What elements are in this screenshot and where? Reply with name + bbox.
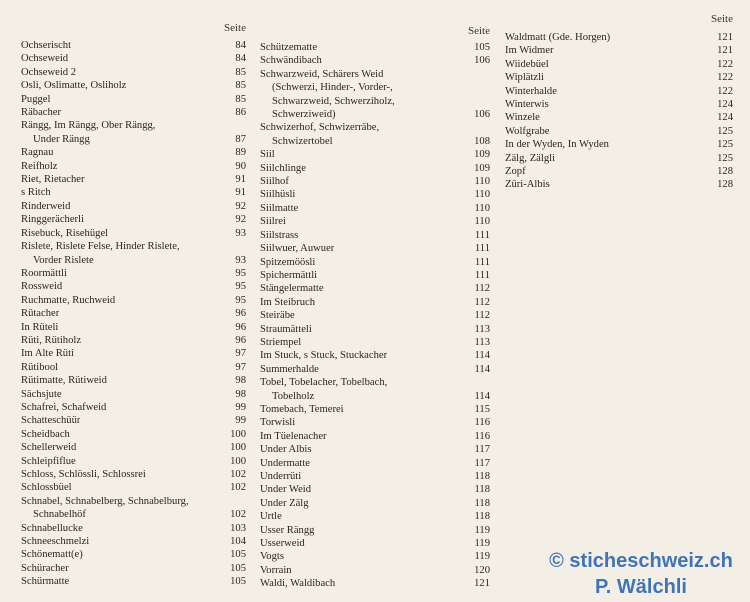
entry-name: Rütibool: [21, 361, 59, 373]
entry-name: Straumätteli: [260, 323, 312, 335]
index-entry: [21, 334, 246, 347]
entry-name: Underrüti: [260, 471, 302, 482]
entry-page-number: 116: [474, 430, 490, 442]
entry-page-number: 118: [474, 471, 490, 482]
entry-name: Winterhalde: [505, 85, 557, 97]
index-entry: [260, 269, 490, 282]
index-entry: [260, 497, 490, 510]
entry-page-number: 112: [474, 296, 490, 308]
index-entry: [260, 390, 490, 403]
entry-name: Tobel, Tobelacher, Tobelbach,: [260, 377, 388, 389]
index-entry: [260, 81, 490, 94]
index-entry: [505, 165, 733, 178]
entry-name: Winzele: [505, 112, 540, 124]
entry-page-number: 105: [230, 549, 246, 561]
index-entry: [21, 522, 246, 535]
index-entry: [260, 403, 490, 416]
entry-name: Siilstrass: [260, 229, 299, 241]
index-entry: [260, 323, 490, 336]
entry-name: Rängg, Im Rängg, Ober Rängg,: [21, 120, 156, 132]
index-entry: [21, 495, 246, 508]
index-entry: [21, 307, 246, 320]
entry-page-number: 109: [474, 162, 490, 174]
index-entry: [260, 282, 490, 295]
entry-page-number: 121: [717, 45, 733, 57]
entry-page-number: 92: [235, 200, 246, 212]
index-entry: [260, 457, 490, 470]
index-entry: [260, 54, 490, 67]
entry-name: Spitzemöösli: [260, 256, 316, 268]
entry-name: Waldmatt (Gde. Horgen): [505, 32, 611, 43]
entry-page-number: 110: [474, 202, 490, 214]
entry-page-number: 104: [230, 536, 246, 548]
entry-page-number: 85: [235, 80, 246, 92]
entry-page-number: 92: [235, 214, 246, 226]
entry-page-number: 105: [230, 562, 246, 574]
entry-name: Rislete, Rislete Felse, Hinder Rislete,: [21, 241, 180, 253]
entry-page-number: 89: [235, 147, 246, 159]
entry-name: Zälg, Zälgli: [505, 152, 556, 164]
entry-page-number: 110: [474, 216, 490, 228]
entry-page-number: 98: [235, 388, 246, 400]
entry-name: Schürmatte: [21, 576, 70, 588]
entry-name: Siil: [260, 149, 275, 161]
entry-name: Spichermättli: [260, 269, 318, 281]
entry-page-number: 102: [230, 469, 246, 480]
entry-name: Rinderweid: [21, 200, 71, 212]
entry-name: Under Rängg: [33, 133, 90, 145]
index-entry: [505, 98, 733, 111]
index-entry: [21, 254, 246, 267]
entry-name: Im Steibruch: [260, 296, 316, 308]
index-entry: [260, 349, 490, 362]
entry-name: Siilmatte: [260, 202, 299, 214]
index-entry: [260, 443, 490, 456]
index-entry: [21, 200, 246, 213]
entry-name: Im Stuck, s Stuck, Stuckacher: [260, 350, 388, 362]
index-entries: [21, 39, 246, 589]
index-entry: [260, 309, 490, 322]
index-entry: [21, 468, 246, 481]
index-entries: [505, 31, 733, 192]
index-entry: [21, 575, 246, 588]
index-entry: [505, 44, 733, 57]
index-entry: [21, 267, 246, 280]
index-entry: [21, 294, 246, 307]
entry-name: Räbacher: [21, 107, 61, 119]
entry-page-number: 122: [717, 85, 733, 97]
entry-page-number: 109: [474, 149, 490, 161]
index-entry: [260, 537, 490, 550]
entry-page-number: 122: [717, 58, 733, 70]
entry-name: Ruchmatte, Ruchweid: [21, 294, 116, 306]
entry-name: Rütimatte, Rütiweid: [21, 375, 107, 387]
entry-page-number: 112: [474, 310, 490, 322]
entry-page-number: 125: [717, 152, 733, 164]
entry-page-number: 111: [474, 269, 490, 281]
index-entry: [21, 146, 246, 159]
index-entry: [21, 213, 246, 226]
entry-page-number: 100: [230, 442, 246, 454]
index-entry: [21, 173, 246, 186]
entry-name: Im Alte Rüti: [21, 348, 74, 360]
copyright-watermark: [536, 548, 746, 600]
index-entry: [505, 178, 733, 191]
entry-name: Roormättli: [21, 267, 67, 279]
entry-name: Puggel: [21, 93, 51, 105]
entry-name: Rüti, Rütiholz: [21, 334, 82, 346]
entry-page-number: 85: [235, 93, 246, 105]
index-entry: [260, 68, 490, 81]
entry-page-number: 125: [717, 139, 733, 151]
entry-page-number: 117: [474, 444, 490, 456]
index-entry: [260, 188, 490, 201]
entry-page-number: 100: [230, 455, 246, 467]
entry-name: Vogts: [260, 551, 284, 563]
entry-page-number: 97: [235, 348, 246, 360]
index-entry: [260, 470, 490, 483]
index-entry: [260, 41, 490, 54]
entry-name: Siilwuer, Auwuer: [260, 243, 335, 255]
index-entry: [505, 58, 733, 71]
column-header-seite: Seite: [711, 13, 733, 25]
entry-name: Ochseweid 2: [21, 66, 77, 78]
entry-page-number: 97: [235, 361, 246, 373]
index-entry: [260, 416, 490, 429]
index-entry: [21, 347, 246, 360]
index-entry: [21, 388, 246, 401]
index-entry: [260, 376, 490, 389]
entry-page-number: 111: [474, 243, 490, 255]
entry-name: Siilhüsli: [260, 189, 296, 201]
index-entry: [21, 414, 246, 427]
entry-page-number: 117: [474, 457, 490, 469]
entry-name: In Rüteli: [21, 321, 59, 333]
entry-name: Torwisli: [260, 417, 296, 429]
entry-name: Striempel: [260, 336, 302, 348]
entry-name: In der Wyden, In Wyden: [505, 139, 609, 151]
entry-page-number: 106: [474, 55, 490, 67]
index-entry: [21, 79, 246, 92]
entry-page-number: 111: [474, 229, 490, 241]
entry-page-number: 119: [474, 551, 490, 563]
entry-name: Reifholz: [21, 160, 58, 172]
column-header-seite: Seite: [224, 22, 246, 34]
index-entry: [505, 152, 733, 165]
entry-page-number: 99: [235, 401, 246, 413]
entry-page-number: 91: [235, 187, 246, 199]
entry-page-number: 113: [474, 323, 490, 335]
entry-page-number: 124: [717, 99, 733, 111]
entry-page-number: 118: [474, 497, 490, 509]
entry-page-number: 85: [235, 66, 246, 78]
entry-name: Schwarzweid, Schärers Weid: [260, 68, 384, 80]
entry-name: Tomebach, Temerei: [260, 403, 344, 415]
entry-page-number: 99: [235, 415, 246, 427]
entry-name: Züri-Albis: [505, 179, 550, 191]
entry-page-number: 128: [717, 166, 733, 178]
index-entry: [21, 119, 246, 132]
entry-name: Vorder Rislete: [33, 254, 94, 266]
entry-name: Schüracher: [21, 562, 69, 574]
index-entry: [21, 186, 246, 199]
entry-name: Schwerziweid): [272, 109, 336, 121]
entry-page-number: 120: [474, 564, 490, 576]
entry-name: Risebuck, Risehügel: [21, 227, 109, 239]
index-entry: [21, 240, 246, 253]
entry-name: Steiräbe: [260, 310, 295, 322]
entry-page-number: 90: [235, 160, 246, 172]
index-entry: [21, 455, 246, 468]
index-entry: [21, 481, 246, 494]
entry-page-number: 108: [474, 135, 490, 147]
index-entry: [505, 71, 733, 84]
index-entry: [260, 483, 490, 496]
entry-name: (Schwerzi, Hinder-, Vorder-,: [272, 82, 393, 94]
entry-name: Schönematt(e): [21, 549, 83, 561]
index-entry: [21, 52, 246, 65]
entry-page-number: 96: [235, 308, 246, 320]
index-entry: [21, 441, 246, 454]
index-entry: [260, 510, 490, 523]
entry-page-number: 102: [230, 482, 246, 494]
entry-name: Zopf: [505, 166, 526, 178]
entry-page-number: 125: [717, 125, 733, 137]
index-entry: [260, 577, 490, 590]
index-entry: [505, 85, 733, 98]
entry-page-number: 121: [717, 32, 733, 43]
entry-page-number: 110: [474, 189, 490, 201]
index-entry: [260, 336, 490, 349]
entry-name: Schneeschmelzi: [21, 536, 90, 548]
entry-name: Schwändibach: [260, 55, 322, 67]
entry-name: Schwarzweid, Schwerziholz,: [272, 95, 395, 107]
index-entry: [260, 162, 490, 175]
entry-name: Under Albis: [260, 444, 312, 456]
entry-name: Schloss, Schlössli, Schlossrei: [21, 469, 146, 480]
entry-name: Siilhof: [260, 176, 289, 188]
entry-page-number: 96: [235, 321, 246, 333]
entry-page-number: 115: [474, 403, 490, 415]
entry-page-number: 95: [235, 294, 246, 306]
entry-page-number: 118: [474, 484, 490, 496]
entry-page-number: 95: [235, 267, 246, 279]
column-header-seite: Seite: [468, 25, 490, 37]
entry-name: Schnabelhöf: [33, 509, 86, 521]
entry-page-number: 124: [717, 112, 733, 124]
index-entry: [260, 550, 490, 563]
entry-name: Under Weid: [260, 484, 312, 496]
entry-name: Schlossbüel: [21, 482, 72, 494]
entry-name: Ragnau: [21, 147, 54, 159]
entry-name: Riet, Rietacher: [21, 174, 85, 186]
index-entry: [260, 242, 490, 255]
entry-page-number: 98: [235, 375, 246, 387]
index-entry: [260, 296, 490, 309]
index-entry: [260, 430, 490, 443]
index-entry: [21, 133, 246, 146]
entry-page-number: 106: [474, 109, 490, 121]
entry-page-number: 111: [474, 256, 490, 268]
entry-name: Urtle: [260, 511, 282, 523]
index-entry: [21, 321, 246, 334]
index-entry: [21, 227, 246, 240]
index-entry: [21, 66, 246, 79]
entry-name: Vorrain: [260, 564, 292, 576]
index-entry: [260, 95, 490, 108]
entry-name: Ringgerächerli: [21, 214, 84, 226]
entry-name: Schwizerhof, Schwizerräbe,: [260, 122, 380, 134]
index-entry: [260, 175, 490, 188]
entry-name: Usser Rängg: [260, 524, 315, 536]
entry-name: Stängelermatte: [260, 283, 324, 295]
entry-page-number: 102: [230, 509, 246, 521]
index-entry: [21, 535, 246, 548]
entry-page-number: 91: [235, 174, 246, 186]
index-entry: [260, 202, 490, 215]
entry-page-number: 84: [235, 53, 246, 65]
entry-page-number: 121: [474, 578, 490, 590]
entry-page-number: 86: [235, 107, 246, 119]
index-entry: [260, 148, 490, 161]
entry-name: Wiidebüel: [505, 58, 549, 70]
entry-name: Siilrei: [260, 216, 286, 228]
entry-name: Sächsjute: [21, 388, 62, 400]
entry-name: Siilchlinge: [260, 162, 306, 174]
entry-page-number: 103: [230, 522, 246, 534]
entry-page-number: 93: [235, 254, 246, 266]
index-entry: [505, 138, 733, 151]
index-entry: [260, 108, 490, 121]
index-entry: [505, 111, 733, 124]
entry-page-number: 119: [474, 524, 490, 536]
entry-name: Osli, Oslimatte, Osliholz: [21, 80, 127, 92]
index-entry: [21, 401, 246, 414]
entry-name: s Ritch: [21, 187, 51, 199]
index-entry: [21, 39, 246, 52]
entry-name: Schnabel, Schnabelberg, Schnabelburg,: [21, 495, 189, 507]
entry-page-number: 84: [235, 40, 246, 51]
index-entry: [21, 374, 246, 387]
entry-name: Ochserischt: [21, 40, 72, 51]
entry-page-number: 128: [717, 179, 733, 191]
watermark-line-2: P. Wälchli: [595, 576, 687, 598]
entry-name: Usserweid: [260, 538, 305, 550]
entry-name: Scheidbach: [21, 428, 70, 440]
entry-name: Rütacher: [21, 308, 60, 320]
index-entry: [21, 361, 246, 374]
index-entry: [21, 280, 246, 293]
index-entry: [21, 508, 246, 521]
index-entries: [260, 41, 490, 591]
index-entry: [260, 121, 490, 134]
index-entry: [21, 548, 246, 561]
entry-name: Winterwis: [505, 99, 549, 111]
index-entry: [260, 256, 490, 269]
entry-name: Tobelholz: [272, 390, 315, 402]
entry-name: Schatteschüür: [21, 415, 81, 427]
watermark-line-1: © sticheschweiz.ch: [549, 550, 733, 572]
entry-name: Wolfgrabe: [505, 125, 550, 137]
index-entry: [21, 93, 246, 106]
entry-name: Schleipfiflue: [21, 455, 76, 467]
entry-page-number: 114: [474, 363, 490, 375]
entry-page-number: 119: [474, 538, 490, 550]
entry-name: Schwizertobel: [272, 135, 333, 147]
entry-page-number: 118: [474, 511, 490, 523]
entry-page-number: 113: [474, 336, 490, 348]
index-entry: [21, 562, 246, 575]
index-entry: [21, 428, 246, 441]
entry-page-number: 114: [474, 350, 490, 362]
entry-page-number: 105: [230, 576, 246, 588]
entry-page-number: 110: [474, 176, 490, 188]
entry-name: Wiplätzli: [505, 72, 544, 84]
entry-page-number: 114: [474, 390, 490, 402]
entry-name: Schnabellucke: [21, 522, 83, 534]
index-entry: [260, 564, 490, 577]
entry-page-number: 96: [235, 334, 246, 346]
entry-name: Schafrei, Schafweid: [21, 401, 107, 413]
index-entry: [505, 125, 733, 138]
index-entry: [21, 160, 246, 173]
entry-name: Schützematte: [260, 42, 318, 53]
entry-name: Waldi, Waldibach: [260, 578, 336, 590]
entry-name: Rossweid: [21, 281, 63, 293]
entry-page-number: 105: [474, 42, 490, 53]
entry-name: Undermatte: [260, 457, 311, 469]
entry-page-number: 100: [230, 428, 246, 440]
entry-name: Schellerweid: [21, 442, 77, 454]
entry-page-number: 116: [474, 417, 490, 429]
entry-page-number: 93: [235, 227, 246, 239]
index-entry: [260, 524, 490, 537]
entry-page-number: 95: [235, 281, 246, 293]
index-entry: [260, 215, 490, 228]
entry-page-number: 112: [474, 283, 490, 295]
entry-name: Summerhalde: [260, 363, 319, 375]
entry-name: Ochseweid: [21, 53, 69, 65]
entry-page-number: 122: [717, 72, 733, 84]
index-entry: [260, 363, 490, 376]
entry-name: Under Zälg: [260, 497, 309, 509]
index-entry: [505, 31, 733, 44]
entry-name: Im Widmer: [505, 45, 554, 57]
index-entry: [260, 229, 490, 242]
index-entry: [260, 135, 490, 148]
entry-page-number: 87: [235, 133, 246, 145]
index-entry: [21, 106, 246, 119]
entry-name: Im Tüelenacher: [260, 430, 327, 442]
